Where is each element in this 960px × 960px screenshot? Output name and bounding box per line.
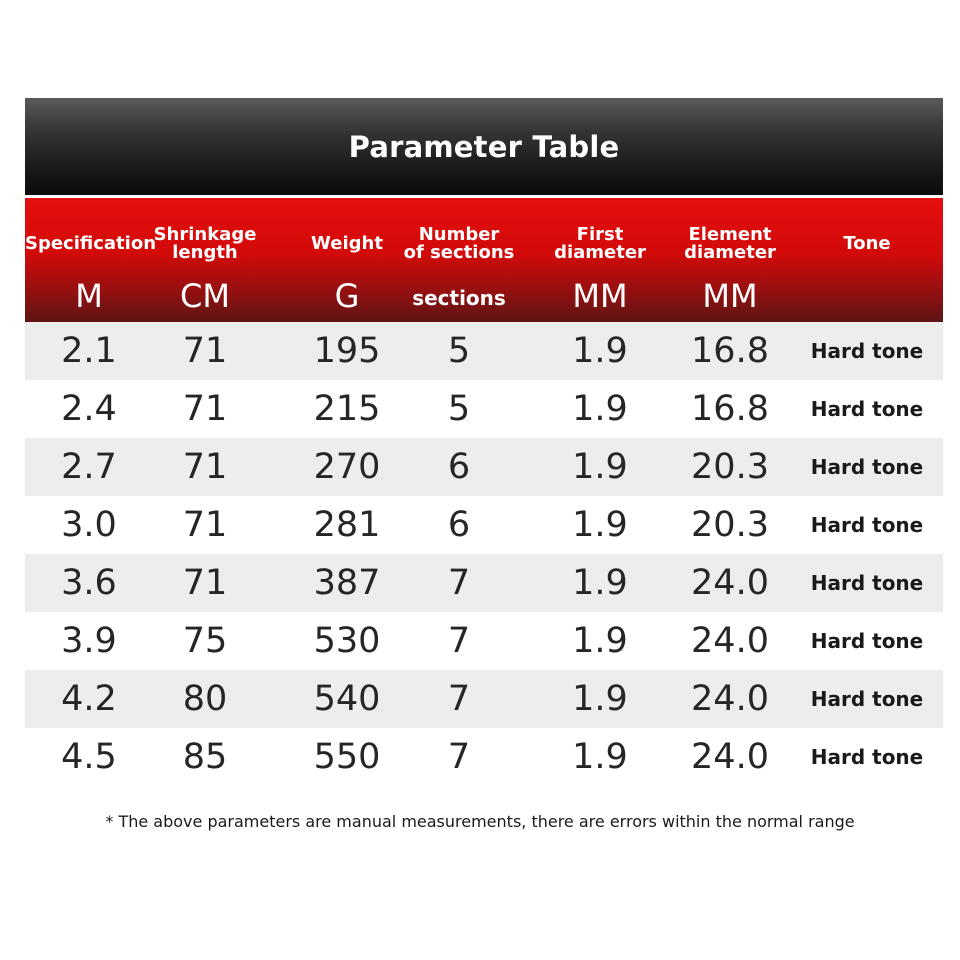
cell-tone: Hard tone [810,571,924,595]
cell-shrinkage-length: 71 [182,505,228,545]
column-unit: sections [412,286,506,310]
cell-tone: Hard tone [810,745,924,769]
cell-specification: 4.5 [61,737,117,777]
cell-element-diameter: 24.0 [691,737,769,777]
column-header-specification [25,198,157,322]
cell-tone: Hard tone [810,629,924,653]
cell-shrinkage-length: 80 [182,679,228,719]
cell-shrinkage-length: 71 [182,563,228,603]
cell-element-diameter: 24.0 [691,563,769,603]
cell-element-diameter: 24.0 [691,621,769,661]
cell-weight: 215 [313,389,381,429]
column-label: of sections [403,242,515,263]
cell-weight: 270 [313,447,381,487]
cell-number-of-sections: 7 [447,737,471,777]
column-label: Weight [311,233,383,254]
cell-first-diameter: 1.9 [572,331,628,371]
cell-shrinkage-length: 71 [182,389,228,429]
column-header-element-diameter [665,198,795,322]
column-label: diameter [684,242,776,263]
table-row [25,438,943,496]
table-row [25,496,943,554]
table-row [25,670,943,728]
column-unit: G [334,277,360,315]
column-label: Specification [25,233,157,254]
cell-first-diameter: 1.9 [572,505,628,545]
table-header [25,198,943,322]
cell-first-diameter: 1.9 [572,679,628,719]
table-row [25,322,943,380]
cell-tone: Hard tone [810,513,924,537]
cell-tone: Hard tone [810,339,924,363]
column-label: length [172,242,238,263]
cell-shrinkage-length: 75 [182,621,228,661]
column-label: Shrinkage [153,224,257,245]
column-unit: M [75,277,103,315]
column-unit: MM [702,277,758,315]
cell-specification: 2.7 [61,447,117,487]
column-unit: MM [572,277,628,315]
cell-weight: 550 [313,737,381,777]
footnote: * The above parameters are manual measurements, there are errors within the normal range [105,812,855,831]
cell-specification: 3.9 [61,621,117,661]
cell-element-diameter: 24.0 [691,679,769,719]
cell-first-diameter: 1.9 [572,389,628,429]
cell-specification: 3.0 [61,505,117,545]
cell-element-diameter: 20.3 [691,505,769,545]
cell-number-of-sections: 7 [447,621,471,661]
cell-shrinkage-length: 71 [182,447,228,487]
cell-specification: 3.6 [61,563,117,603]
column-header-number-of-sections [403,198,515,322]
cell-weight: 281 [313,505,381,545]
cell-shrinkage-length: 71 [182,331,228,371]
column-header-weight [297,198,397,322]
cell-specification: 2.1 [61,331,117,371]
cell-element-diameter: 16.8 [691,331,769,371]
cell-number-of-sections: 6 [447,505,471,545]
cell-first-diameter: 1.9 [572,737,628,777]
column-unit: CM [180,277,230,315]
cell-tone: Hard tone [810,687,924,711]
column-header-first-diameter [535,198,665,322]
column-label: Tone [843,233,891,254]
cell-specification: 2.4 [61,389,117,429]
table-body [25,322,943,786]
parameter-table-title: Parameter Table [25,98,943,195]
table-row [25,380,943,438]
cell-weight: 195 [313,331,381,371]
cell-weight: 540 [313,679,381,719]
cell-weight: 530 [313,621,381,661]
cell-element-diameter: 16.8 [691,389,769,429]
column-header-tone [805,198,929,322]
cell-number-of-sections: 5 [447,389,471,429]
cell-specification: 4.2 [61,679,117,719]
cell-first-diameter: 1.9 [572,563,628,603]
cell-tone: Hard tone [810,397,924,421]
cell-tone: Hard tone [810,455,924,479]
table-row [25,554,943,612]
cell-element-diameter: 20.3 [691,447,769,487]
cell-weight: 387 [313,563,381,603]
cell-number-of-sections: 5 [447,331,471,371]
column-header-shrinkage-length [153,198,257,322]
column-label: Element [688,224,772,245]
table-row [25,728,943,786]
cell-shrinkage-length: 85 [182,737,228,777]
table-row [25,612,943,670]
cell-first-diameter: 1.9 [572,447,628,487]
column-label: Number [418,224,500,245]
cell-number-of-sections: 7 [447,563,471,603]
column-label: diameter [554,242,646,263]
cell-first-diameter: 1.9 [572,621,628,661]
column-label: First [576,224,624,245]
cell-number-of-sections: 6 [447,447,471,487]
cell-number-of-sections: 7 [447,679,471,719]
